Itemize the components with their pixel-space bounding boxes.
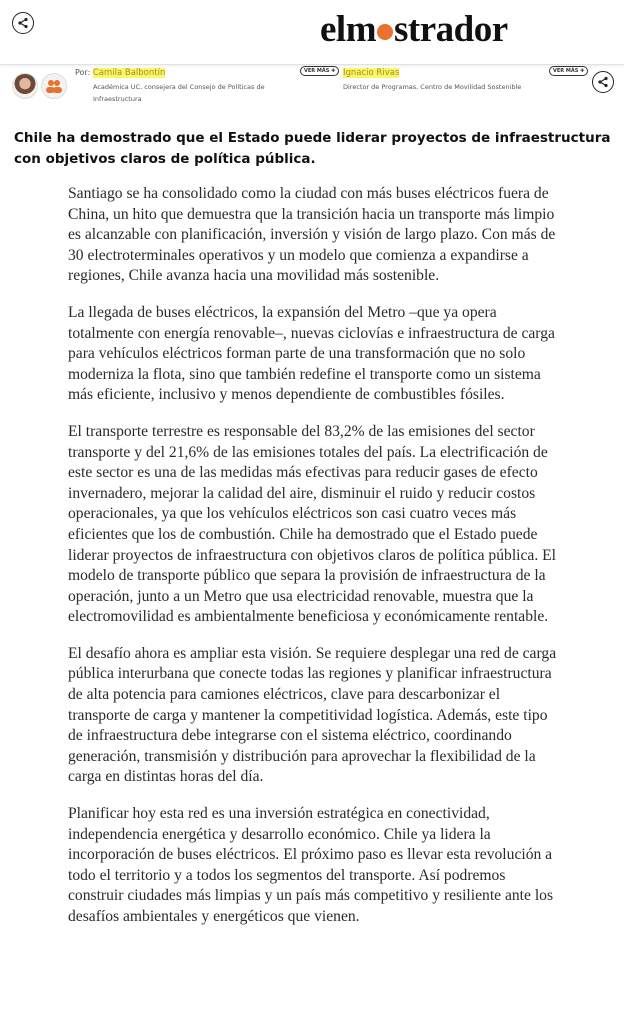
author-name[interactable]: Camila Balbontín: [92, 68, 166, 78]
author-name[interactable]: Ignacio Rivas: [343, 68, 400, 78]
share-icon: [17, 17, 29, 29]
logo-dot: [377, 24, 393, 40]
article-body: [68, 184, 562, 944]
author-role: Director de Programas, Centro de Movilidad Sostenible: [343, 83, 522, 91]
share-icon: [597, 76, 609, 88]
author-1: [75, 68, 285, 105]
logo-text-right: strador: [394, 9, 508, 50]
share-button-top[interactable]: [12, 12, 34, 34]
paragraph: El desafío ahora es ampliar esta visión. Se requiere desplegar una red de carga pública interurbana que conecte todas las regiones y planificar infraestructura de alta potencia para camiones eléctricos, clave para descarbonizar el transporte de carga y mantener la competitividad logística. Además, este tipo de infraestructura debe integrarse con el sistema eléctrico, coordinando generación, transmisión y distribución para aprovechar la flexibilidad de la carga en distintas horas del día.: [68, 644, 557, 786]
paragraph: La llegada de buses eléctricos, la expansión del Metro –que ya opera totalmente con energía renovable–, nuevas ciclovías e infraestructura de carga para vehículos eléctricos forman parte de una transformación que no solo moderniza la flota, sino que también redefine el transporte como un sistema más eficiente, inclusivo y menos dependiente de combustibles fósiles.: [68, 303, 555, 404]
paragraph: Planificar hoy esta red es una inversión estratégica en conectividad, independencia energética y desarrollo económico. Chile ya lidera la incorporación de buses eléctricos. El próximo paso es llevar esta revolución a todo el territorio y a todos los segmentos del transporte. Así podremos construir ciudades más limpias y un país más competitivo y resiliente ante los desafíos ambientales y energéticos que vienen.: [68, 805, 554, 925]
article-lead: Chile ha demostrado que el Estado puede liderar proyectos de infraestructura con objetivos claros de política pública.: [14, 130, 611, 167]
top-bar: [0, 0, 624, 65]
author-avatar-photo[interactable]: [12, 73, 38, 99]
author-role: Académica UC, consejera del Consejo de Políticas de Infraestructura: [93, 83, 265, 103]
author-2: [343, 68, 553, 93]
user-group-icon: [46, 79, 62, 93]
author-avatar-placeholder[interactable]: [41, 73, 67, 99]
ver-mas-button-2[interactable]: VER MÁS ✚: [549, 66, 588, 76]
ver-mas-button-1[interactable]: VER MÁS ✚: [300, 66, 339, 76]
by-label: Por:: [75, 68, 91, 77]
paragraph: Santiago se ha consolidado como la ciudad con más buses eléctricos fuera de China, un hito que demuestra que la transición hacia un transporte más limpio es alcanzable con planificación, inversión y visión de largo plazo. Con más de 30 electroterminales operativos y un modelo que comienza a expandirse a regiones, Chile avanza hacia una movilidad más sostenible.: [68, 185, 556, 285]
paragraph: El transporte terrestre es responsable del 83,2% de las emisiones del sector transporte y del 21,6% de las emisiones totales del país. La electrificación de este sector es una de las medidas más efectivas para reducir gases de efecto invernadero, mejorar la calidad del aire, disminuir el ruido y reducir costos operacionales, ya que los vehículos eléctricos son casi cuatro veces más eficientes que los de combustión. Chile ha demostrado que el Estado puede liderar proyectos de infraestructura con objetivos claros de política pública. El modelo de transporte público que separa la provisión de infraestructura de la operación, junto a un Metro que usa electricidad renovable, muestra que la electromovilidad es ambientalmente beneficiosa y económicamente rentable.: [68, 422, 556, 626]
logo-text-left: elm: [320, 9, 377, 50]
site-logo[interactable]: [320, 8, 508, 51]
share-button-article[interactable]: [592, 71, 614, 93]
